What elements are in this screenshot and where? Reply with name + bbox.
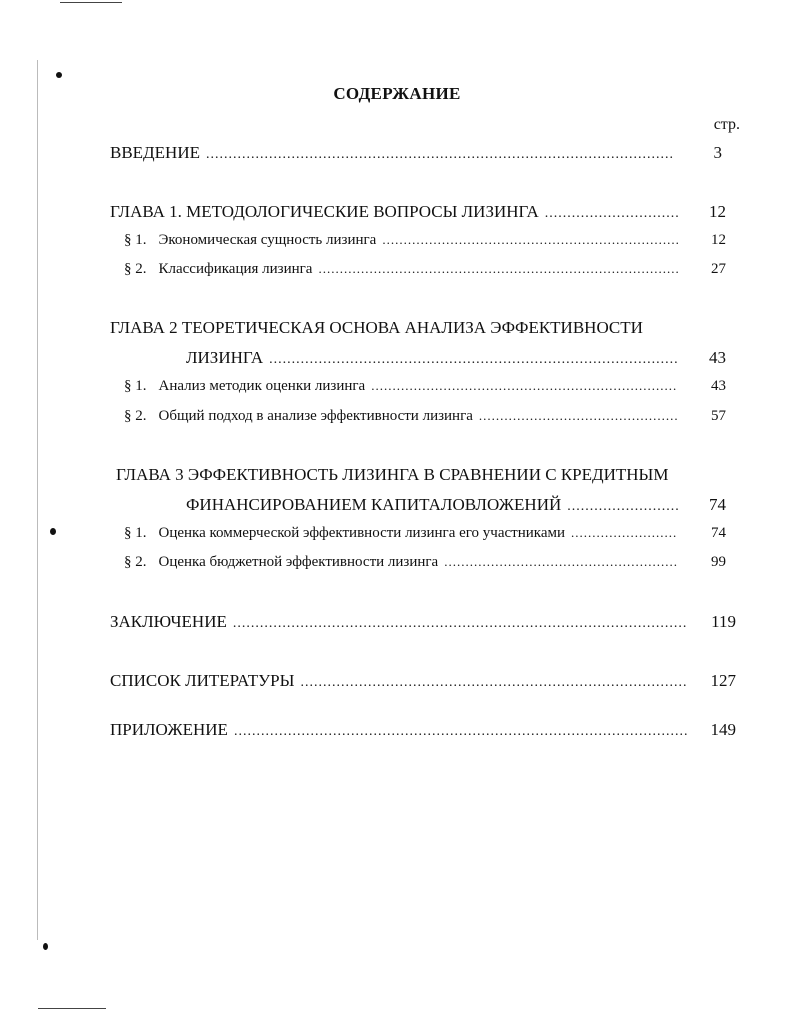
toc-entry-label: СПИСОК ЛИТЕРАТУРЫ: [110, 671, 295, 690]
toc-entry-introduction[interactable]: [110, 143, 722, 163]
toc-entry-chapter-2[interactable]: [186, 348, 726, 368]
toc-page-number: 99: [711, 554, 726, 570]
dot-leader: [371, 378, 678, 394]
toc-page-number: 3: [713, 143, 722, 162]
toc-entry-chapter-3[interactable]: [186, 495, 726, 515]
toc-page-number: 43: [709, 348, 726, 367]
toc-entry-conclusion[interactable]: [110, 612, 736, 632]
toc-page-number: 12: [709, 202, 726, 221]
dot-leader: [206, 147, 674, 163]
section-label: Общий подход в анализе эффективности лизинга: [158, 408, 473, 424]
section-label: Оценка бюджетной эффективности лизинга: [158, 554, 439, 570]
scan-edge-top: [60, 2, 122, 3]
toc-entry-label: ФИНАНСИРОВАНИЕМ КАПИТАЛОВЛОЖЕНИЙ: [186, 495, 562, 514]
toc-entry-label: ЗАКЛЮЧЕНИЕ: [110, 612, 227, 631]
toc-entry-label: ПРИЛОЖЕНИЕ: [110, 720, 228, 739]
toc-entry-chapter-3-line1: ГЛАВА 3 ЭФФЕКТИВНОСТЬ ЛИЗИНГА В СРАВНЕНИИ С КРЕДИТНЫМ: [116, 465, 669, 484]
toc-entry-label: ГЛАВА 1. МЕТОДОЛОГИЧЕСКИЕ ВОПРОСЫ ЛИЗИНГА: [110, 202, 539, 221]
section-number: § 1.: [124, 378, 147, 394]
page-title: СОДЕРЖАНИЕ: [333, 84, 461, 103]
scan-edge-left: [37, 60, 38, 940]
section-label: Классификация лизинга: [158, 261, 313, 277]
toc-section-3-2[interactable]: [124, 554, 726, 571]
toc-section-1-1[interactable]: [124, 232, 726, 249]
section-number: § 2.: [124, 554, 147, 570]
scan-speck-3: [43, 943, 48, 950]
toc-page-number: 27: [711, 261, 726, 277]
section-number: § 2.: [124, 261, 147, 277]
scan-speck-2: [50, 528, 56, 535]
toc-section-3-1[interactable]: [124, 525, 726, 542]
toc-entry-appendix[interactable]: [110, 720, 736, 740]
dot-leader: [233, 616, 688, 632]
section-label: Анализ методик оценки лизинга: [158, 378, 366, 394]
section-number: § 1.: [124, 525, 147, 541]
dot-leader: [300, 675, 688, 691]
dot-leader: [567, 499, 678, 515]
scan-edge-bottom: [38, 1008, 106, 1009]
toc-entry-chapter-2-line1: ГЛАВА 2 ТЕОРЕТИЧЕСКАЯ ОСНОВА АНАЛИЗА ЭФФЕКТИВНОСТИ: [110, 318, 643, 337]
toc-page-number: 57: [711, 408, 726, 424]
dot-leader: [571, 525, 678, 541]
dot-leader: [444, 554, 678, 570]
dot-leader: [545, 206, 678, 222]
section-number: § 1.: [124, 232, 147, 248]
toc-entry-label: ВВЕДЕНИЕ: [110, 143, 200, 162]
toc-page-number: 119: [711, 612, 736, 631]
dot-leader: [479, 408, 678, 424]
toc-entry-bibliography[interactable]: [110, 671, 736, 691]
toc-section-2-1[interactable]: [124, 378, 726, 395]
toc-section-2-2[interactable]: [124, 408, 726, 425]
scan-speck-1: [56, 72, 62, 78]
toc-page-number: 74: [711, 525, 726, 541]
dot-leader: [382, 232, 678, 248]
toc-entry-label: ЛИЗИНГА: [186, 348, 264, 367]
toc-page-number: 12: [711, 232, 726, 248]
toc-page-number: 149: [710, 720, 736, 739]
toc-page-number: 43: [711, 378, 726, 394]
section-label: Экономическая сущность лизинга: [158, 232, 377, 248]
toc-page-number: 74: [709, 495, 726, 514]
toc-entry-chapter-1[interactable]: [110, 202, 726, 222]
dot-leader: [318, 261, 678, 277]
toc-section-1-2[interactable]: [124, 261, 726, 278]
toc-page-number: 127: [710, 671, 736, 690]
page-column-label: стр.: [713, 116, 740, 133]
dot-leader: [234, 724, 688, 740]
section-label: Оценка коммерческой эффективности лизинга его участниками: [158, 525, 566, 541]
section-number: § 2.: [124, 408, 147, 424]
dot-leader: [269, 352, 678, 368]
